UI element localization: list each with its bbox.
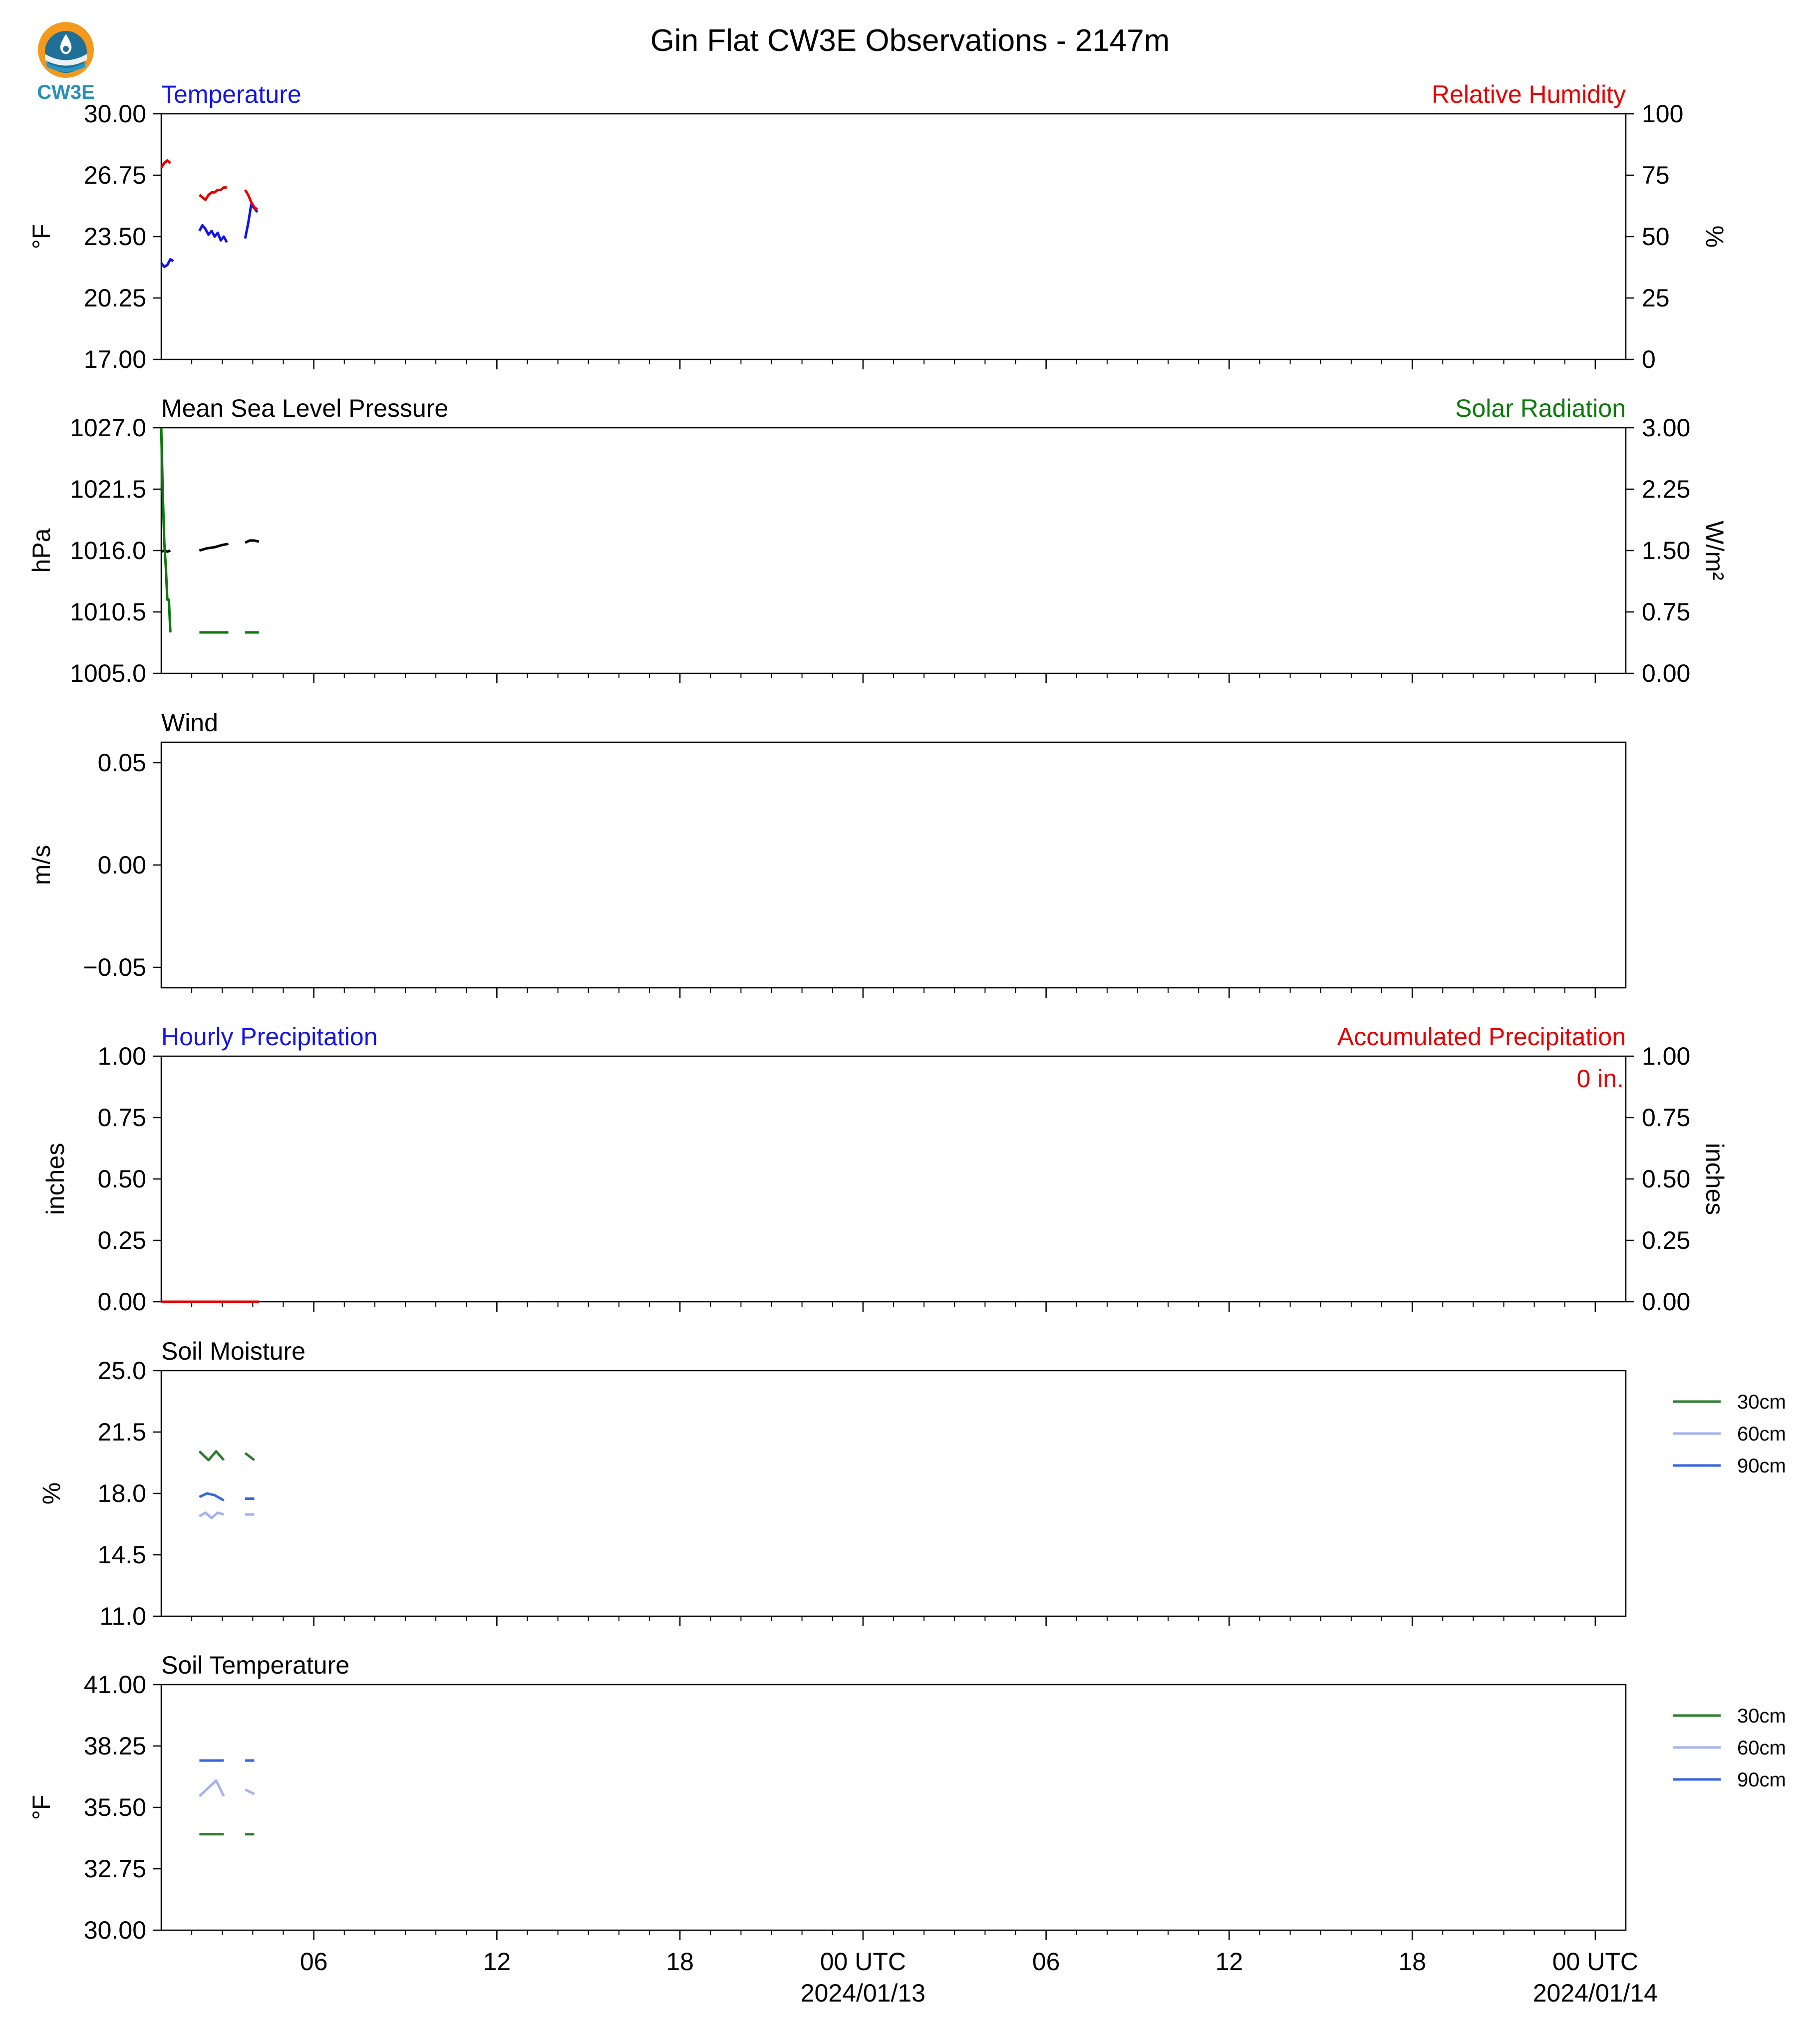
panel-frame (161, 1371, 1626, 1616)
ytick-label: 38.25 (83, 1732, 146, 1760)
ytick-label: 30.00 (83, 100, 146, 128)
ytick-label: 14.5 (97, 1541, 146, 1569)
panels (27, 80, 1786, 2007)
ytick-label: 30.00 (83, 1916, 146, 1944)
xtick-label: 06 (1032, 1948, 1060, 1976)
series-line-90cm (199, 1493, 224, 1500)
ytick-label: 0.00 (97, 851, 146, 879)
accumulated-total-label: 0 in. (1576, 1065, 1624, 1093)
legend-label: 60cm (1737, 1737, 1786, 1759)
panel-title-left: Mean Sea Level Pressure (161, 394, 449, 422)
legend-label: 90cm (1737, 1769, 1786, 1791)
ylabel-right: % (1701, 225, 1729, 248)
series-line-60cm (245, 1789, 254, 1794)
series-line-mean-sea-level-pressure (199, 544, 228, 551)
ylabel-left: % (37, 1482, 65, 1505)
ytick-right-label: 1.00 (1642, 1042, 1691, 1070)
xtick-label: 12 (483, 1948, 511, 1976)
legend (1673, 1705, 1786, 1791)
xtick-label: 12 (1215, 1948, 1243, 1976)
ytick-label: 0.50 (97, 1165, 146, 1193)
ylabel-right: inches (1701, 1143, 1729, 1215)
series-line-solar-radiation (161, 428, 170, 632)
ytick-right-label: 100 (1642, 100, 1684, 128)
ytick-label: 1010.5 (70, 598, 146, 626)
legend-label: 30cm (1737, 1705, 1786, 1727)
legend-label: 90cm (1737, 1455, 1786, 1477)
ytick-right-label: 0.75 (1642, 1104, 1691, 1132)
series-line-relative-humidity (161, 161, 170, 168)
ytick-label: 0.75 (97, 1104, 146, 1132)
ytick-label: 32.75 (83, 1855, 146, 1883)
ytick-label: 35.50 (83, 1793, 146, 1821)
ytick-label: 41.00 (83, 1671, 146, 1699)
ytick-right-label: 50 (1642, 223, 1670, 251)
ylabel-right: W/m² (1701, 521, 1729, 580)
panel-1 (27, 80, 1729, 373)
ytick-right-label: 0.00 (1642, 1288, 1691, 1316)
panel-title-right: Accumulated Precipitation (1337, 1023, 1626, 1051)
panel-2 (27, 394, 1729, 687)
ylabel-left: °F (27, 1794, 55, 1820)
ylabel-left: hPa (27, 528, 55, 573)
series-line-temperature (199, 225, 227, 242)
series-line-temperature (161, 259, 173, 267)
xtick-sublabel: 2024/01/14 (1532, 1979, 1658, 2007)
ytick-right-label: 25 (1642, 284, 1670, 312)
ytick-right-label: 0.50 (1642, 1165, 1691, 1193)
ytick-label: 11.0 (99, 1602, 146, 1630)
ytick-right-label: 0.00 (1642, 659, 1691, 687)
series-line-60cm (199, 1780, 224, 1796)
ytick-label: 23.50 (83, 223, 146, 251)
ytick-label: 25.0 (97, 1357, 146, 1385)
panel-5 (37, 1337, 1786, 1630)
panel-title-left: Wind (161, 709, 218, 737)
ylabel-left: °F (27, 224, 55, 250)
panel-title-left: Soil Temperature (161, 1651, 350, 1679)
xtick-sublabel: 2024/01/13 (800, 1979, 925, 2007)
ytick-right-label: 3.00 (1642, 414, 1691, 442)
panel-title-left: Temperature (161, 80, 302, 108)
panel-title-right: Solar Radiation (1455, 394, 1626, 422)
ytick-label: 1.00 (97, 1042, 146, 1070)
panel-title-right: Relative Humidity (1431, 80, 1626, 108)
panel-frame (161, 1685, 1626, 1930)
ytick-label: 21.5 (97, 1418, 146, 1446)
ytick-label: 1021.5 (70, 475, 146, 503)
panel-title-left: Hourly Precipitation (161, 1023, 378, 1051)
ytick-label: 1005.0 (70, 659, 146, 687)
ytick-label: 18.0 (97, 1479, 146, 1507)
series-line-relative-humidity (199, 188, 227, 200)
series-line-mean-sea-level-pressure (245, 541, 259, 543)
ytick-right-label: 75 (1642, 161, 1670, 189)
logo-text: CW3E (37, 81, 95, 103)
xtick-label: 18 (1398, 1948, 1426, 1976)
ytick-label: 0.25 (97, 1226, 146, 1254)
figure-title: Gin Flat CW3E Observations - 2147m (650, 23, 1170, 58)
series-line-60cm (199, 1513, 224, 1518)
panel-frame (161, 1056, 1626, 1302)
panel-title-left: Soil Moisture (161, 1337, 305, 1365)
xtick-label: 06 (300, 1948, 328, 1976)
ytick-label: 1016.0 (70, 537, 146, 565)
ytick-right-label: 0 (1642, 345, 1656, 373)
panel-frame (161, 742, 1626, 988)
ylabel-left: inches (41, 1143, 69, 1215)
ytick-label: −0.05 (83, 953, 146, 981)
panel-3 (27, 709, 1626, 998)
ytick-label: 0.05 (97, 749, 146, 777)
legend (1673, 1391, 1786, 1477)
ytick-label: 17.00 (83, 345, 146, 373)
ytick-label: 26.75 (83, 161, 146, 189)
panel-frame (161, 428, 1626, 673)
ytick-right-label: 2.25 (1642, 475, 1691, 503)
legend-label: 30cm (1737, 1391, 1786, 1413)
panel-6 (27, 1651, 1786, 2007)
ytick-right-label: 1.50 (1642, 537, 1691, 565)
series-line-30cm (245, 1453, 254, 1460)
ytick-label: 20.25 (83, 284, 146, 312)
ylabel-left: m/s (27, 845, 55, 885)
xtick-label: 00 UTC (1552, 1948, 1639, 1976)
ytick-label: 1027.0 (70, 414, 146, 442)
panel-4 (41, 1023, 1729, 1316)
panel-frame (161, 114, 1626, 359)
ytick-right-label: 0.75 (1642, 598, 1691, 626)
xtick-label: 00 UTC (820, 1948, 907, 1976)
ytick-right-label: 0.25 (1642, 1226, 1691, 1254)
ytick-label: 0.00 (97, 1288, 146, 1316)
series-line-30cm (199, 1451, 224, 1460)
legend-label: 60cm (1737, 1423, 1786, 1445)
xtick-label: 18 (666, 1948, 694, 1976)
